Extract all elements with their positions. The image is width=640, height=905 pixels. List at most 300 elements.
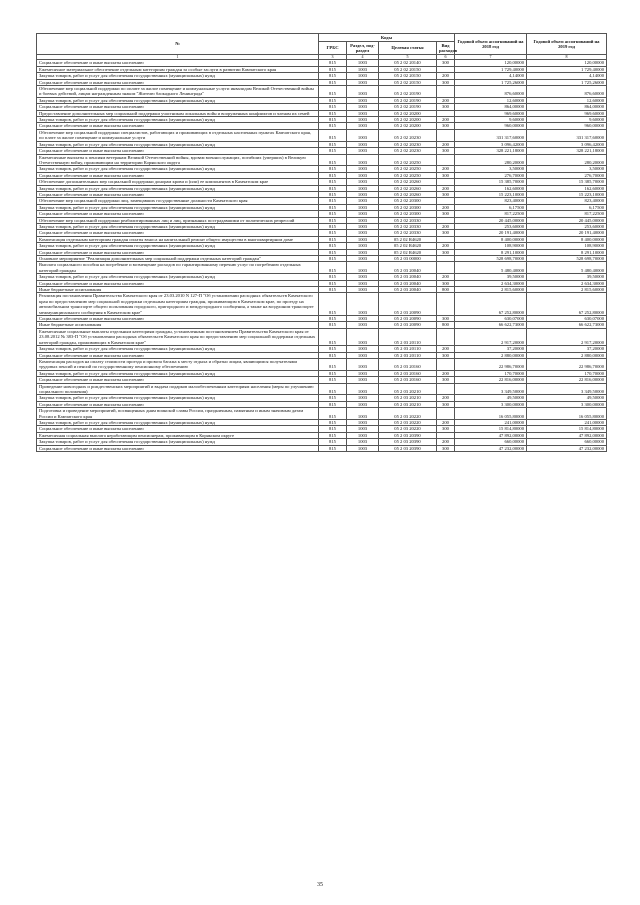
row-name-cell: Обеспечение мер социальной поддержки по оплате за жилое помещение и коммунальные услуги инвалидам Великой Отечественной войны и боевых действий, лицам награжденным знаком "Жителю блокадного Ленинграда" — [37, 86, 319, 98]
row-volume-2019-cell: 823,40000 — [527, 198, 607, 204]
row-target-item-cell: 05 2 03 20040 — [379, 280, 437, 286]
row-volume-2018-cell: 15 814,80000 — [455, 426, 527, 432]
row-razdel-cell: 1003 — [347, 243, 379, 249]
row-volume-2018-cell: 37,20000 — [455, 346, 527, 352]
row-name-cell: Социальное обеспечение и иные выплаты населению — [37, 426, 319, 432]
row-razdel-cell: 1003 — [347, 377, 379, 383]
row-expense-type-cell — [437, 86, 455, 98]
row-grbs-cell: 815 — [319, 262, 347, 274]
row-volume-2018-cell: 15 223,10000 — [455, 191, 527, 197]
row-target-item-cell: 05 2 02 20190 — [379, 97, 437, 103]
index-cell: 4 — [347, 55, 379, 60]
row-grbs-cell: 815 — [319, 66, 347, 72]
row-volume-2019-cell: 960,00000 — [527, 123, 607, 129]
row-expense-type-cell: 300 — [437, 60, 455, 66]
row-grbs-cell: 815 — [319, 395, 347, 401]
row-expense-type-cell: 300 — [437, 104, 455, 110]
row-name-cell: Закупка товаров, работ и услуг для обеспечения государственных (муниципальных) нужд — [37, 223, 319, 229]
row-target-item-cell: 05 2 03 20040 — [379, 262, 437, 274]
row-razdel-cell: 1003 — [347, 316, 379, 322]
row-volume-2019-cell: 241,00000 — [527, 419, 607, 425]
row-volume-2018-cell: 2 917,20000 — [455, 328, 527, 345]
row-target-item-cell: 05 2 03 20220 — [379, 426, 437, 432]
row-grbs-cell: 815 — [319, 358, 347, 370]
row-volume-2018-cell: 3 300,00000 — [455, 401, 527, 407]
row-volume-2018-cell: 969,60000 — [455, 110, 527, 116]
row-expense-type-cell: 200 — [437, 166, 455, 172]
row-grbs-cell: 815 — [319, 179, 347, 185]
row-target-item-cell: 05 2 02 20260 — [379, 179, 437, 185]
row-expense-type-cell: 300 — [437, 352, 455, 358]
row-expense-type-cell: 300 — [437, 377, 455, 383]
index-cell: 5 — [379, 55, 437, 60]
row-name-cell: Выплата социального пособия на погребение и возмещение расходов по гарантированному перечню услуг по погребению отдельных категорий граждан — [37, 262, 319, 274]
row-name-cell: Закупка товаров, работ и услуг для обеспечения государственных (муниципальных) нужд — [37, 419, 319, 425]
row-volume-2019-cell: 9,60000 — [527, 117, 607, 123]
row-grbs-cell: 815 — [319, 185, 347, 191]
row-volume-2019-cell: 47 892,00000 — [527, 432, 607, 438]
header-razdel: Раздел, под-раздел — [347, 42, 379, 55]
table-body — [37, 60, 607, 452]
row-target-item-cell: 05 2 02 R4620 — [379, 249, 437, 255]
row-razdel-cell: 1003 — [347, 217, 379, 223]
row-target-item-cell: 05 2 03 20390 — [379, 439, 437, 445]
row-expense-type-cell: 300 — [437, 445, 455, 451]
row-volume-2018-cell: 170,70000 — [455, 370, 527, 376]
row-name-cell: Закупка товаров, работ и услуг для обеспечения государственных (муниципальных) нужд — [37, 185, 319, 191]
row-name-cell: Обеспечение мер социальной поддержки лиц, замещавших государственные должности Камчатского края — [37, 198, 319, 204]
row-name-cell: Предоставление дополнительных мер социальной поддержки участникам локальных войн и вооруженных конфликтов и членам их семей — [37, 110, 319, 116]
header-grbs: ГРБС — [319, 42, 347, 55]
row-name-cell: Компенсация расходов на оплату стоимости проезда и провоза багажа к месту отдыха и обратно лицам, являющимся получателями трудовых пенсий и пенсий по государственному пенсионному обеспечению — [37, 358, 319, 370]
page-number: 35 — [317, 882, 323, 888]
row-name-cell: Иные бюджетные ассигнования — [37, 287, 319, 293]
row-name-cell: Социальное обеспечение и иные выплаты населению — [37, 60, 319, 66]
header-volume-2018: Годовой объем ассигнований на 2018 год — [455, 34, 527, 55]
row-grbs-cell: 815 — [319, 204, 347, 210]
row-razdel-cell: 1003 — [347, 172, 379, 178]
row-grbs-cell: 815 — [319, 110, 347, 116]
index-cell: 7 — [455, 55, 527, 60]
row-expense-type-cell — [437, 262, 455, 274]
row-grbs-cell: 815 — [319, 419, 347, 425]
row-name-cell: Социальное обеспечение и иные выплаты населению — [37, 249, 319, 255]
row-target-item-cell: 05 2 03 20110 — [379, 352, 437, 358]
row-grbs-cell: 815 — [319, 117, 347, 123]
row-razdel-cell: 1003 — [347, 352, 379, 358]
row-target-item-cell: 05 2 03 20160 — [379, 370, 437, 376]
row-volume-2018-cell: 108,90000 — [455, 243, 527, 249]
row-volume-2019-cell: 328 221,18000 — [527, 148, 607, 154]
row-volume-2019-cell: 2 634,30000 — [527, 280, 607, 286]
row-volume-2018-cell: 660,00000 — [455, 439, 527, 445]
row-volume-2019-cell: 876,60000 — [527, 86, 607, 98]
row-volume-2018-cell: 6,17500 — [455, 204, 527, 210]
row-name-cell: Обеспечение мер социальной поддержки специалистов, работающих и проживающих в отдельных населенных пунктах Камчатского края, по плате за жилое помещение и коммунальные услуги — [37, 129, 319, 141]
row-expense-type-cell: 200 — [437, 223, 455, 229]
row-razdel-cell: 1003 — [347, 401, 379, 407]
row-grbs-cell: 815 — [319, 123, 347, 129]
row-name-cell: Реализация постановления Правительства Камчатского края от 23.03.2010 N 127-П "Об установлении расходных обязательств Камчатского края по предоставлению мер социальной поддержки отдельным категориям граждан, проживающим в Камчатском крае, по проезду на автомобильном транспорте общего пользования городского, пригородного и междугородного сообщения, а также на воздушном транспорте межмуниципального сообщения в Камчатском крае" — [37, 293, 319, 316]
row-volume-2019-cell: 120,00000 — [527, 60, 607, 66]
row-volume-2019-cell: 162,60000 — [527, 185, 607, 191]
row-razdel-cell: 1003 — [347, 60, 379, 66]
row-expense-type-cell — [437, 358, 455, 370]
row-expense-type-cell: 300 — [437, 211, 455, 217]
row-volume-2018-cell: 876,60000 — [455, 86, 527, 98]
row-grbs-cell: 815 — [319, 236, 347, 242]
row-volume-2018-cell: 3,50000 — [455, 166, 527, 172]
row-volume-2018-cell: 120,00000 — [455, 60, 527, 66]
row-expense-type-cell — [437, 408, 455, 420]
row-grbs-cell: 815 — [319, 230, 347, 236]
table-row — [37, 328, 607, 345]
row-grbs-cell: 815 — [319, 73, 347, 79]
row-target-item-cell: 05 2 03 20040 — [379, 287, 437, 293]
row-target-item-cell: 05 2 02 20300 — [379, 204, 437, 210]
row-volume-2018-cell: 39,50000 — [455, 274, 527, 280]
row-expense-type-cell: 200 — [437, 274, 455, 280]
row-name-cell: Закупка товаров, работ и услуг для обеспечения государственных (муниципальных) нужд — [37, 141, 319, 147]
row-expense-type-cell: 200 — [437, 117, 455, 123]
row-volume-2019-cell: 12,60000 — [527, 97, 607, 103]
row-name-cell: Социальное обеспечение и иные выплаты населению — [37, 123, 319, 129]
row-grbs-cell: 815 — [319, 79, 347, 85]
header-expense-type: Вид расходов — [437, 42, 455, 55]
row-name-cell: Закупка товаров, работ и услуг для обеспечения государственных (муниципальных) нужд — [37, 274, 319, 280]
row-target-item-cell: 05 2 02 20230 — [379, 129, 437, 141]
row-expense-type-cell — [437, 383, 455, 395]
row-grbs-cell: 815 — [319, 280, 347, 286]
row-razdel-cell: 1003 — [347, 274, 379, 280]
row-grbs-cell: 815 — [319, 287, 347, 293]
row-razdel-cell: 1003 — [347, 328, 379, 345]
row-volume-2019-cell: 2 917,20000 — [527, 328, 607, 345]
row-volume-2019-cell: 253,60000 — [527, 223, 607, 229]
table-row — [37, 383, 607, 395]
row-volume-2018-cell: 331 317,60000 — [455, 129, 527, 141]
row-target-item-cell: 05 2 03 20160 — [379, 377, 437, 383]
table-row — [37, 293, 607, 316]
row-volume-2018-cell: 2 815,60000 — [455, 287, 527, 293]
row-razdel-cell: 1003 — [347, 73, 379, 79]
row-razdel-cell: 1003 — [347, 148, 379, 154]
row-volume-2019-cell: 20 445,00000 — [527, 217, 607, 223]
row-target-item-cell: 05 2 02 20250 — [379, 172, 437, 178]
row-target-item-cell: 05 2 03 20110 — [379, 346, 437, 352]
row-razdel-cell: 1003 — [347, 123, 379, 129]
row-name-cell: Социальное обеспечение и иные выплаты населению — [37, 211, 319, 217]
row-razdel-cell: 1003 — [347, 79, 379, 85]
row-grbs-cell: 815 — [319, 293, 347, 316]
row-grbs-cell: 815 — [319, 439, 347, 445]
header-codes: Коды — [319, 34, 455, 42]
row-expense-type-cell: 300 — [437, 249, 455, 255]
row-volume-2019-cell: 3 349,50000 — [527, 383, 607, 395]
row-name-cell: Социальное обеспечение и иные выплаты населению — [37, 79, 319, 85]
row-name-cell: Социальное обеспечение и иные выплаты населению — [37, 401, 319, 407]
row-grbs-cell: 815 — [319, 249, 347, 255]
row-expense-type-cell: 200 — [437, 97, 455, 103]
row-expense-type-cell: 300 — [437, 401, 455, 407]
row-expense-type-cell: 200 — [437, 73, 455, 79]
row-razdel-cell: 1003 — [347, 426, 379, 432]
row-grbs-cell: 815 — [319, 328, 347, 345]
table-row — [37, 408, 607, 420]
row-volume-2019-cell: 660,00000 — [527, 439, 607, 445]
row-name-cell: Закупка товаров, работ и услуг для обеспечения государственных (муниципальных) нужд — [37, 204, 319, 210]
row-razdel-cell: 1003 — [347, 110, 379, 116]
row-volume-2019-cell: 22 986,70000 — [527, 358, 607, 370]
row-name-cell: Закупка товаров, работ и услуг для обеспечения государственных (муниципальных) нужд — [37, 243, 319, 249]
row-razdel-cell: 1003 — [347, 198, 379, 204]
row-razdel-cell: 1003 — [347, 154, 379, 166]
row-volume-2018-cell: 2 634,30000 — [455, 280, 527, 286]
row-expense-type-cell — [437, 293, 455, 316]
row-volume-2018-cell: 528 698,70000 — [455, 256, 527, 262]
row-volume-2019-cell: 170,70000 — [527, 370, 607, 376]
row-razdel-cell: 1003 — [347, 97, 379, 103]
row-grbs-cell: 815 — [319, 148, 347, 154]
row-volume-2019-cell: 4,14000 — [527, 73, 607, 79]
table-row — [37, 129, 607, 141]
row-volume-2019-cell: 276,70000 — [527, 172, 607, 178]
row-grbs-cell: 815 — [319, 274, 347, 280]
row-expense-type-cell: 800 — [437, 287, 455, 293]
row-grbs-cell: 815 — [319, 154, 347, 166]
row-target-item-cell: 05 2 02 20300 — [379, 198, 437, 204]
row-razdel-cell: 1003 — [347, 262, 379, 274]
row-target-item-cell: 05 2 02 20150 — [379, 79, 437, 85]
row-name-cell: Социальное обеспечение и иные выплаты населению — [37, 104, 319, 110]
row-razdel-cell: 1003 — [347, 204, 379, 210]
row-volume-2019-cell: 6,17500 — [527, 204, 607, 210]
row-volume-2018-cell: 276,70000 — [455, 172, 527, 178]
row-name-cell: Социальное обеспечение и иные выплаты населению — [37, 445, 319, 451]
row-grbs-cell: 815 — [319, 172, 347, 178]
row-volume-2019-cell: 49,50000 — [527, 395, 607, 401]
row-volume-2019-cell: 630,07000 — [527, 316, 607, 322]
header-volume-2019: Годовой объем ассигнований на 2019 год — [527, 34, 607, 55]
row-name-cell: Компенсация отдельным категориям граждан оплаты взноса на капитальный ремонт общего имущества в многоквартирном доме — [37, 236, 319, 242]
row-grbs-cell: 815 — [319, 104, 347, 110]
row-name-cell: Закупка товаров, работ и услуг для обеспечения государственных (муниципальных) нужд — [37, 346, 319, 352]
row-target-item-cell: 05 2 03 20220 — [379, 408, 437, 420]
row-razdel-cell: 1003 — [347, 445, 379, 451]
row-volume-2018-cell: 20 445,00000 — [455, 217, 527, 223]
row-grbs-cell: 815 — [319, 97, 347, 103]
row-target-item-cell: 05 2 02 20250 — [379, 166, 437, 172]
row-volume-2019-cell: 3,50000 — [527, 166, 607, 172]
table-row — [37, 86, 607, 98]
row-target-item-cell: 05 2 02 R4620 — [379, 243, 437, 249]
row-volume-2019-cell: 3 300,00000 — [527, 401, 607, 407]
row-name-cell: Закупка товаров, работ и услуг для обеспечения государственных (муниципальных) нужд — [37, 166, 319, 172]
row-volume-2019-cell: 817,22500 — [527, 211, 607, 217]
row-expense-type-cell — [437, 328, 455, 345]
row-target-item-cell: 05 2 03 20110 — [379, 328, 437, 345]
row-razdel-cell: 1003 — [347, 293, 379, 316]
row-name-cell: Подготовка и проведение мероприятий, посвященных дням воинской славы России, праздничным, памятным и иным значимым датам России и Камчатского края — [37, 408, 319, 420]
row-name-cell: Социальное обеспечение и иные выплаты населению — [37, 316, 319, 322]
header-target-item: Целевая статья — [379, 42, 437, 55]
row-target-item-cell: 05 2 02 20230 — [379, 148, 437, 154]
row-target-item-cell: 05 2 03 20210 — [379, 395, 437, 401]
row-grbs-cell: 815 — [319, 426, 347, 432]
row-name-cell: Ежемесячные социальные выплаты отдельным категориям граждан, установленным постановлением Правительства Камчатского края от 23.08.2012 № 383-П "Об установлении расходных обязательств Камчатского края по предоставлению мер социальной поддержки отдельных категорий граждан, проживающих в Камчатском крае" — [37, 328, 319, 345]
row-razdel-cell: 1003 — [347, 395, 379, 401]
row-expense-type-cell: 200 — [437, 395, 455, 401]
row-volume-2018-cell: 253,60000 — [455, 223, 527, 229]
row-grbs-cell: 815 — [319, 408, 347, 420]
row-target-item-cell: 05 2 02 20200 — [379, 117, 437, 123]
row-target-item-cell: 05 2 02 20190 — [379, 104, 437, 110]
row-target-item-cell: 05 2 03 20160 — [379, 358, 437, 370]
row-grbs-cell: 815 — [319, 191, 347, 197]
row-target-item-cell: 05 2 02 20250 — [379, 154, 437, 166]
row-grbs-cell: 815 — [319, 401, 347, 407]
row-volume-2018-cell: 66 622,73000 — [455, 322, 527, 328]
row-razdel-cell: 1003 — [347, 211, 379, 217]
row-volume-2018-cell: 5 480,40000 — [455, 262, 527, 274]
row-expense-type-cell: 300 — [437, 230, 455, 236]
row-volume-2019-cell: 969,60000 — [527, 110, 607, 116]
row-razdel-cell: 1003 — [347, 141, 379, 147]
row-target-item-cell: 05 2 02 20190 — [379, 86, 437, 98]
row-expense-type-cell: 200 — [437, 185, 455, 191]
row-razdel-cell: 1003 — [347, 117, 379, 123]
row-razdel-cell: 1003 — [347, 191, 379, 197]
row-name-cell: Закупка товаров, работ и услуг для обеспечения государственных (муниципальных) нужд — [37, 73, 319, 79]
row-volume-2018-cell: 280,20000 — [455, 154, 527, 166]
row-target-item-cell: 05 2 02 20330 — [379, 217, 437, 223]
row-volume-2018-cell: 15 385,70000 — [455, 179, 527, 185]
row-grbs-cell: 815 — [319, 346, 347, 352]
row-razdel-cell: 1003 — [347, 370, 379, 376]
row-grbs-cell: 815 — [319, 141, 347, 147]
row-name-cell: Социальное обеспечение и иные выплаты населению — [37, 352, 319, 358]
row-target-item-cell: 05 2 02 20260 — [379, 185, 437, 191]
row-grbs-cell: 815 — [319, 383, 347, 395]
row-name-cell: Социальное обеспечение и иные выплаты населению — [37, 377, 319, 383]
row-volume-2019-cell: 331 317,60000 — [527, 129, 607, 141]
row-razdel-cell: 1003 — [347, 346, 379, 352]
row-volume-2018-cell: 16 055,80000 — [455, 408, 527, 420]
row-volume-2019-cell: 15 385,70000 — [527, 179, 607, 185]
row-grbs-cell: 815 — [319, 243, 347, 249]
row-target-item-cell: 05 2 03 20090 — [379, 316, 437, 322]
row-grbs-cell: 815 — [319, 316, 347, 322]
row-volume-2019-cell: 20 191,40000 — [527, 230, 607, 236]
row-volume-2018-cell: 47 892,00000 — [455, 432, 527, 438]
row-volume-2019-cell: 39,50000 — [527, 274, 607, 280]
index-cell: 1 — [37, 55, 319, 60]
row-volume-2018-cell: 630,07000 — [455, 316, 527, 322]
row-target-item-cell: 05 2 02 20200 — [379, 110, 437, 116]
row-expense-type-cell: 200 — [437, 141, 455, 147]
row-volume-2018-cell: 22 986,70000 — [455, 358, 527, 370]
row-volume-2019-cell: 37,20000 — [527, 346, 607, 352]
row-grbs-cell: 815 — [319, 60, 347, 66]
row-volume-2019-cell: 280,20000 — [527, 154, 607, 166]
row-name-cell: Закупка товаров, работ и услуг для обеспечения государственных (муниципальных) нужд — [37, 395, 319, 401]
row-target-item-cell: 05 2 02 20150 — [379, 73, 437, 79]
row-volume-2019-cell: 22 816,00000 — [527, 377, 607, 383]
row-volume-2018-cell: 3 349,50000 — [455, 383, 527, 395]
row-target-item-cell: 05 2 03 20220 — [379, 419, 437, 425]
row-expense-type-cell — [437, 129, 455, 141]
row-expense-type-cell: 300 — [437, 148, 455, 154]
row-razdel-cell: 1003 — [347, 408, 379, 420]
row-volume-2018-cell: 4,14000 — [455, 73, 527, 79]
row-target-item-cell: 05 2 02 20330 — [379, 230, 437, 236]
row-razdel-cell: 1003 — [347, 383, 379, 395]
row-volume-2018-cell: 864,00000 — [455, 104, 527, 110]
header-number: № — [37, 34, 319, 55]
row-razdel-cell: 1003 — [347, 86, 379, 98]
row-target-item-cell: 05 2 02 20230 — [379, 141, 437, 147]
row-name-cell: Закупка товаров, работ и услуг для обеспечения государственных (муниципальных) нужд — [37, 439, 319, 445]
row-name-cell: Обеспечение дополнительных мер социальной поддержки донорам крови и (или) ее компонентов в Камчатском крае — [37, 179, 319, 185]
row-name-cell: Ежемесячная социальная выплата неработающим пенсионерам, проживающим в Корякском округе — [37, 432, 319, 438]
row-grbs-cell: 815 — [319, 86, 347, 98]
row-volume-2019-cell: 2 880,00000 — [527, 352, 607, 358]
row-volume-2018-cell: 960,00000 — [455, 123, 527, 129]
row-expense-type-cell: 200 — [437, 439, 455, 445]
table-row — [37, 358, 607, 370]
row-target-item-cell: 05 2 03 20090 — [379, 322, 437, 328]
row-volume-2018-cell: 22 816,00000 — [455, 377, 527, 383]
row-volume-2019-cell: 528 698,70000 — [527, 256, 607, 262]
row-volume-2019-cell: 47 232,00000 — [527, 445, 607, 451]
row-razdel-cell: 1003 — [347, 322, 379, 328]
row-name-cell: Социальное обеспечение и иные выплаты населению — [37, 148, 319, 154]
row-razdel-cell: 1003 — [347, 236, 379, 242]
row-volume-2019-cell: 2 815,60000 — [527, 287, 607, 293]
row-volume-2018-cell: 823,40000 — [455, 198, 527, 204]
index-cell: 8 — [527, 55, 607, 60]
row-volume-2019-cell: 8 400,00000 — [527, 236, 607, 242]
row-razdel-cell: 1003 — [347, 249, 379, 255]
row-grbs-cell: 815 — [319, 198, 347, 204]
row-target-item-cell: 05 2 03 20390 — [379, 445, 437, 451]
row-volume-2018-cell: 3 096,42000 — [455, 141, 527, 147]
row-expense-type-cell: 300 — [437, 280, 455, 286]
row-volume-2018-cell: 20 191,40000 — [455, 230, 527, 236]
row-grbs-cell: 815 — [319, 445, 347, 451]
index-cell: 3 — [319, 55, 347, 60]
row-target-item-cell: 05 2 02 20300 — [379, 211, 437, 217]
row-volume-2018-cell: 1 729,40000 — [455, 66, 527, 72]
row-target-item-cell: 05 2 03 20090 — [379, 293, 437, 316]
row-volume-2019-cell: 864,00000 — [527, 104, 607, 110]
row-name-cell: Закупка товаров, работ и услуг для обеспечения государственных (муниципальных) нужд — [37, 370, 319, 376]
row-name-cell: Социальное обеспечение и иные выплаты населению — [37, 172, 319, 178]
row-razdel-cell: 1003 — [347, 432, 379, 438]
row-razdel-cell: 1003 — [347, 104, 379, 110]
document-page — [36, 33, 606, 452]
table-row — [37, 154, 607, 166]
row-volume-2019-cell: 16 055,80000 — [527, 408, 607, 420]
row-grbs-cell: 815 — [319, 432, 347, 438]
row-grbs-cell: 815 — [319, 256, 347, 262]
row-razdel-cell: 1003 — [347, 166, 379, 172]
row-volume-2019-cell: 1 725,26000 — [527, 79, 607, 85]
row-volume-2018-cell: 12,60000 — [455, 97, 527, 103]
row-name-cell: Основное мероприятие "Реализация дополнительных мер социальной поддержки отдельных категорий граждан" — [37, 256, 319, 262]
row-grbs-cell: 815 — [319, 129, 347, 141]
row-volume-2018-cell: 8 291,10000 — [455, 249, 527, 255]
